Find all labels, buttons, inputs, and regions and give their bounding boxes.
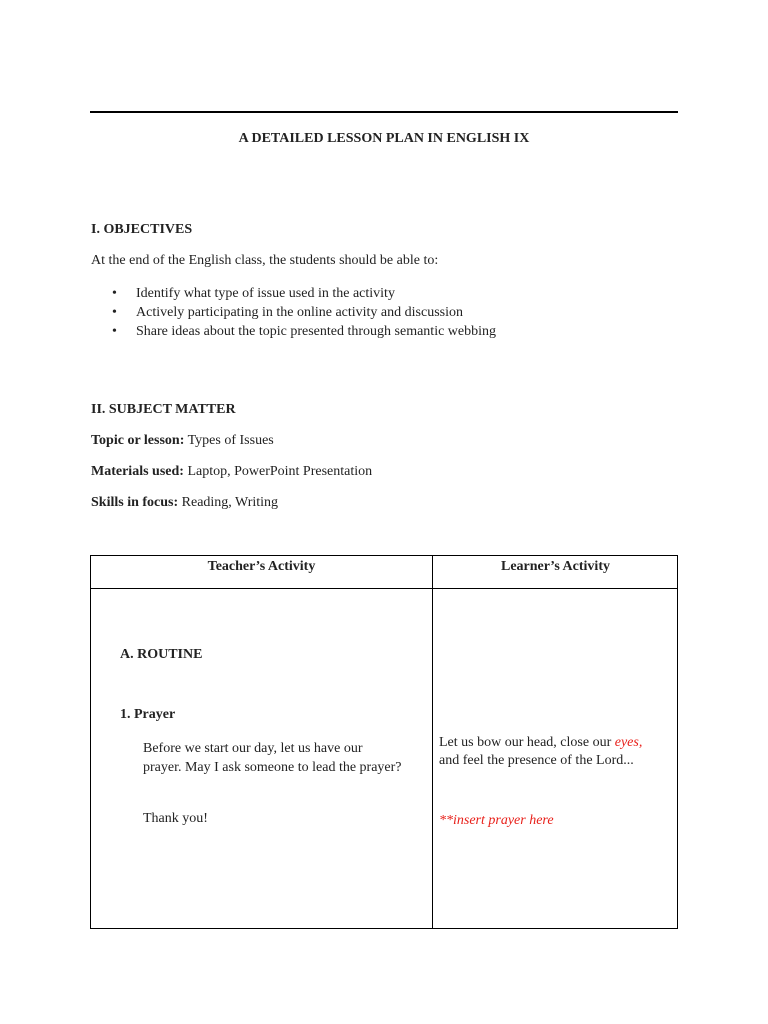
subject-matter-heading: II. SUBJECT MATTER <box>91 402 236 417</box>
learner-prayer-line2: and feel the presence of the Lord... <box>439 753 634 768</box>
topic-line <box>91 433 274 449</box>
document-title: A DETAILED LESSON PLAN IN ENGLISH IX <box>238 131 530 146</box>
prayer-heading: 1. Prayer <box>120 707 176 722</box>
objective-text: Identify what type of issue used in the activity <box>136 286 395 301</box>
materials-label: Materials used: <box>91 464 184 479</box>
bullet-icon: • <box>112 324 117 339</box>
bullet-icon: • <box>112 286 117 301</box>
highlighted-word: eyes, <box>614 735 643 750</box>
materials-value: Laptop, PowerPoint Presentation <box>183 464 373 479</box>
list-item <box>112 284 496 303</box>
learner-prayer-line1-text: Let us bow our head, close our <box>439 735 615 750</box>
objectives-list <box>112 284 496 341</box>
insert-prayer-note: **insert prayer here <box>439 813 554 828</box>
bullet-icon: • <box>112 305 117 320</box>
topic-value: Types of Issues <box>184 433 274 448</box>
prayer-instruction-line2: prayer. May I ask someone to lead the prayer? <box>143 760 402 775</box>
routine-heading: A. ROUTINE <box>120 647 203 662</box>
learner-prayer-line1 <box>439 735 642 751</box>
activity-table <box>90 555 678 929</box>
skills-line <box>91 495 278 511</box>
objective-text: Actively participating in the online activity and discussion <box>136 305 463 320</box>
table-column-divider <box>432 556 433 928</box>
objectives-intro: At the end of the English class, the students should be able to: <box>91 253 439 268</box>
prayer-instruction-line1: Before we start our day, let us have our <box>143 741 363 756</box>
objectives-heading: I. OBJECTIVES <box>91 222 193 237</box>
list-item <box>112 322 496 341</box>
objective-text: Share ideas about the topic presented through semantic webbing <box>136 324 497 339</box>
skills-value: Reading, Writing <box>178 495 279 510</box>
teacher-activity-header: Teacher’s Activity <box>207 559 316 574</box>
topic-label: Topic or lesson: <box>91 433 185 448</box>
materials-line <box>91 464 372 480</box>
skills-label: Skills in focus: <box>91 495 179 510</box>
top-horizontal-rule <box>90 111 678 113</box>
learner-activity-header: Learner’s Activity <box>501 559 610 574</box>
list-item <box>112 303 496 322</box>
thank-you-text: Thank you! <box>143 811 208 826</box>
